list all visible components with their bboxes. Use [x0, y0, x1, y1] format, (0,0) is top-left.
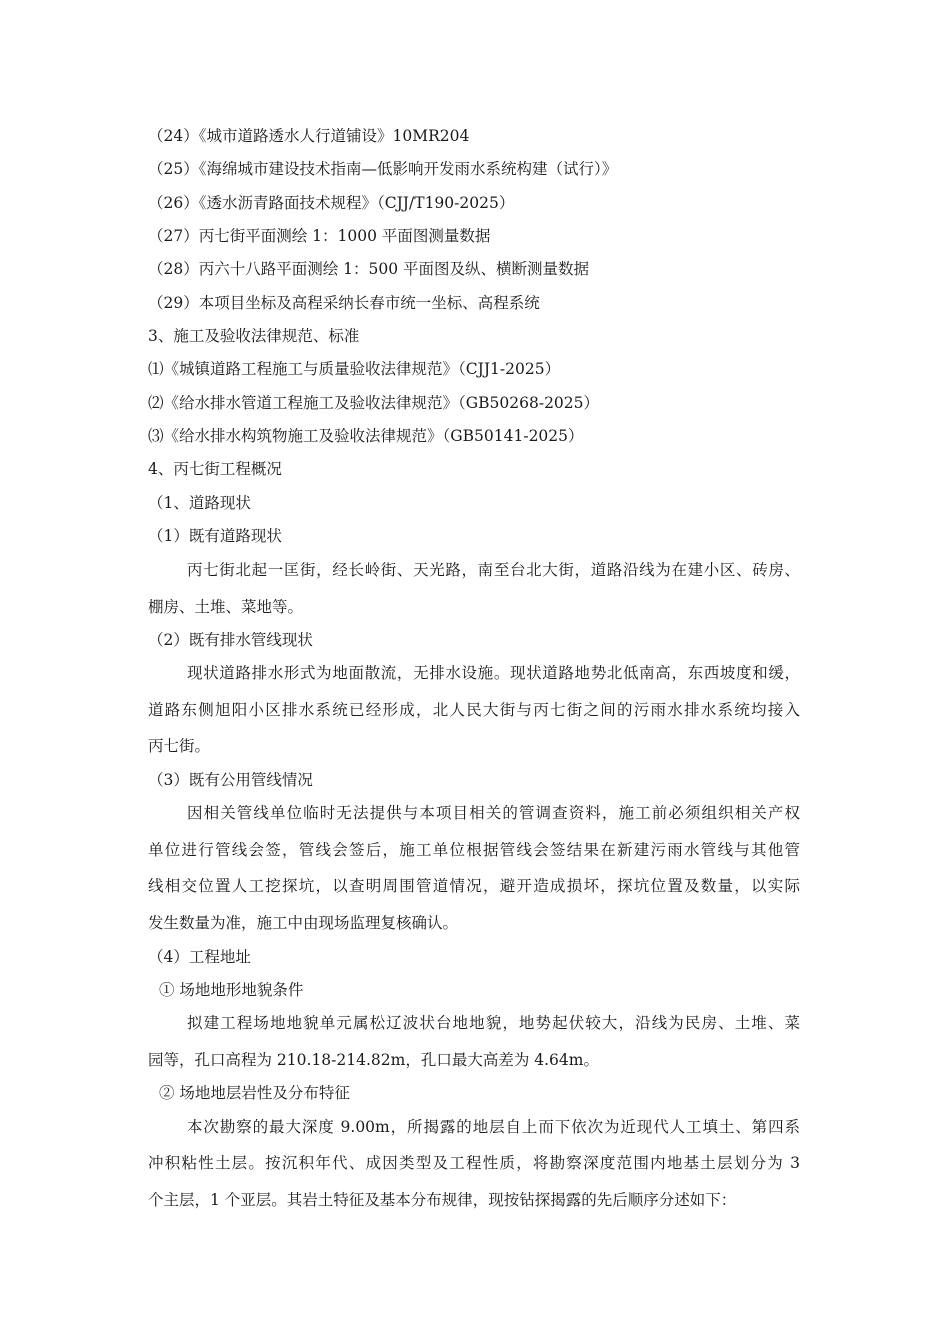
paragraph-line: 园等，孔口高程为 210.18-214.82m，孔口最大高差为 4.64m。 — [148, 1051, 599, 1069]
paragraph-line: 个主层，1 个亚层。其岩土特征及基本分布规律，现按钻探揭露的先后顺序分述如下： — [148, 1191, 737, 1209]
paragraph-line: 发生数量为准，施工中由现场监理复核确认。 — [148, 914, 459, 932]
section-heading-4: 4、丙七街工程概况 — [148, 460, 282, 478]
paragraph-line: 本次勘察的最大深度 9.00m，所揭露的地层自上而下依次为近现代人工填土、第四系 — [187, 1118, 800, 1136]
subsection-heading-existing-road: （1）既有道路现状 — [148, 527, 282, 545]
subsection-heading-site: （4）工程地址 — [148, 948, 251, 966]
reference-item-25: （25）《海绵城市建设技术指南—低影响开发雨水系统构建（试行）》 — [148, 160, 618, 178]
reference-item-28: （28）丙六十八路平面测绘 1：500 平面图及纵、横断测量数据 — [148, 260, 590, 278]
subsection-heading-utilities: （3）既有公用管线情况 — [148, 771, 313, 789]
paragraph-line: 单位进行管线会签，管线会签后，施工单位根据管线会签结果在新建污雨水管线与其他管 — [148, 841, 800, 859]
reference-item-24: （24）《城市道路透水人行道铺设》10MR204 — [148, 127, 470, 145]
subsection-heading-drainage: （2）既有排水管线现状 — [148, 631, 313, 649]
paragraph-line: 冲积粘性土层。按沉积年代、成因类型及工程性质，将勘察深度范围内地基土层划分为 3 — [148, 1154, 800, 1172]
paragraph-line: 道路东侧旭阳小区排水系统已经形成，北人民大街与丙七街之间的污雨水排水系统均接入 — [148, 701, 800, 719]
standard-item-1: ⑴《城镇道路工程施工与质量验收法律规范》（CJJ1-2025） — [148, 360, 561, 378]
reference-item-29: （29）本项目坐标及高程采纳长春市统一坐标、高程系统 — [148, 294, 540, 312]
paragraph-line: 线相交位置人工挖探坑，以查明周围管道情况，避开造成损坏，探坑位置及数量，以实际 — [148, 877, 800, 895]
paragraph-line: 丙七街北起一匡街，经长岭街、天光路，南至台北大街，道路沿线为在建小区、砖房、 — [187, 561, 800, 579]
paragraph-line: 丙七街。 — [148, 737, 211, 755]
paragraph-line: 拟建工程场地地貌单元属松辽波状台地地貌，地势起伏较大，沿线为民房、土堆、菜 — [187, 1014, 800, 1032]
reference-item-27: （27）丙七街平面测绘 1：1000 平面图测量数据 — [148, 227, 491, 245]
standard-item-3: ⑶《给水排水构筑物施工及验收法律规范》（GB50141-2025） — [148, 427, 584, 445]
subsection-heading-road-status: （1、道路现状 — [148, 494, 251, 512]
reference-item-26: （26）《透水沥青路面技术规程》（CJJ/T190-2025） — [148, 194, 515, 212]
item-heading-strata: ② 场地地层岩性及分布特征 — [159, 1084, 350, 1102]
standard-item-2: ⑵《给水排水管道工程施工及验收法律规范》（GB50268-2025） — [148, 394, 600, 412]
section-heading-3: 3、施工及验收法律规范、标准 — [148, 327, 360, 345]
paragraph-line: 因相关管线单位临时无法提供与本项目相关的管调查资料，施工前必须组织相关产权 — [187, 804, 800, 822]
paragraph-line: 现状道路排水形式为地面散流，无排水设施。现状道路地势北低南高，东西坡度和缓， — [187, 664, 800, 682]
paragraph-line: 棚房、土堆、菜地等。 — [148, 598, 304, 616]
item-heading-terrain: ① 场地地形地貌条件 — [159, 981, 304, 999]
